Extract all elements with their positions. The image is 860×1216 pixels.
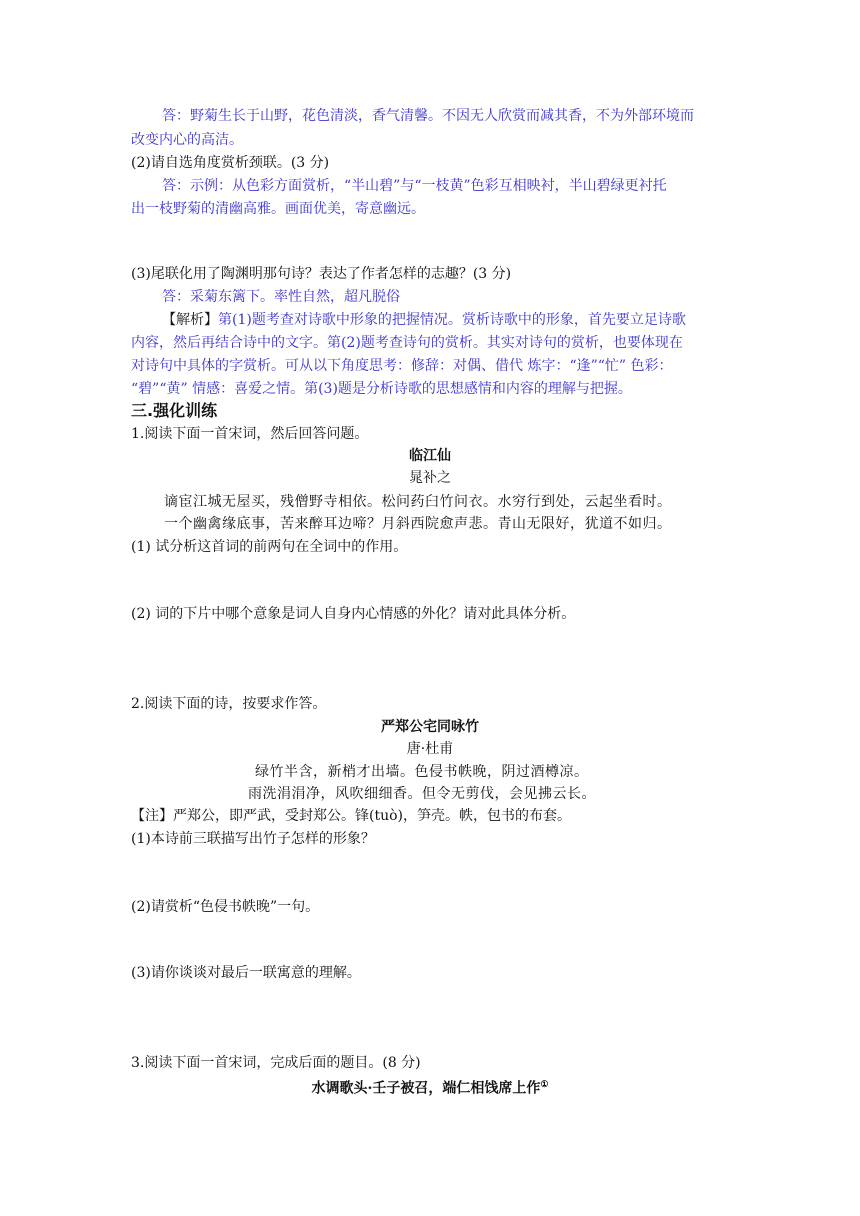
exercise-3-prompt: 3.阅读下面一首宋词，完成后面的题目。(8 分) (131, 1055, 421, 1071)
answer-2-line-1: 答：示例：从色彩方面赏析，“半山碧”与“一枝黄”色彩互相映衬，半山碧绿更衬托 (162, 178, 667, 194)
analysis-line-4: “碧”“黄” 情感：喜爱之情。第(3)题是分析诗歌的思想感情和内容的理解与把握。 (131, 381, 632, 397)
exercise-3-poem-title-line (0, 1075, 860, 1099)
exercise-3-poem-title: 水调歌头·壬子被召，端仁相饯席上作 (311, 1080, 541, 1097)
exercise-2-question-2: (2)请赏析“色侵书帙晚”一句。 (131, 899, 320, 915)
exercise-2-poem-title: 严郑公宅同咏竹 (381, 719, 479, 735)
answer-1-line-2: 改变内心的高洁。 (131, 132, 243, 148)
question-2: (2)请自选角度赏析颈联。(3 分) (131, 155, 330, 171)
exercise-1-question-2: (2) 词的下片中哪个意象是词人自身内心情感的外化？请对此具体分析。 (131, 606, 576, 622)
footnote-marker: ① (540, 1080, 549, 1090)
exercise-2-note: 【注】严郑公，即严武，受封郑公。锋(tuò)，笋壳。帙，包书的布套。 (131, 808, 571, 824)
question-3: (3)尾联化用了陶渊明那句诗？表达了作者怎样的志趣？(3 分) (131, 266, 512, 282)
exercise-2-poem-line-2: 雨洗涓涓净，风吹细细香。但令无剪伐，会见拂云长。 (248, 786, 596, 802)
section-heading: 三.强化训练 (131, 401, 218, 420)
exercise-2-poem-line-1: 绿竹半含，新梢才出墙。色侵书帙晚，阴过酒樽凉。 (255, 764, 589, 780)
answer-1-line-1: 答：野菊生长于山野，花色清淡，香气清馨。不因无人欣赏而减其香，不为外部环境而 (162, 108, 694, 124)
analysis-line-3: 对诗句中具体的字赏析。可从以下角度思考：修辞：对偶、借代 炼字：“逢”“忙” 色彩： (131, 358, 673, 374)
exercise-1-poem-title: 临江仙 (409, 448, 451, 464)
answer-3: 答：采菊东篱下。率性自然，超凡脱俗 (162, 289, 400, 305)
exercise-1-question-1: (1) 试分析这首词的前两句在全词中的作用。 (131, 539, 408, 555)
analysis-line-2: 内容，然后再结合诗中的文字。第(2)题考查诗句的赏析。其实对诗句的赏析，也要体现在 (131, 335, 683, 351)
exercise-1-prompt: 1.阅读下面一首宋词，然后回答问题。 (131, 426, 369, 442)
analysis-text-1: 第(1)题考查对诗歌中形象的把握情况。赏析诗歌中的形象，首先要立足诗歌 (218, 312, 686, 328)
exercise-2-question-1: (1)本诗前三联描写出竹子怎样的形象？ (131, 831, 375, 847)
analysis-tag: 【解析】 (162, 312, 218, 328)
answer-2-line-2: 出一枝野菊的清幽高雅。画面优美，寄意幽远。 (131, 201, 425, 217)
exercise-2-author: 唐·杜甫 (406, 741, 454, 757)
analysis-line-1 (162, 310, 686, 330)
exercise-1-poem-line-2: 一个幽禽缘底事，苦来醉耳边啼？月斜西院愈声悲。青山无限好，犹道不如归。 (164, 516, 672, 532)
exercise-1-author: 晁补之 (409, 470, 451, 486)
exercise-2-question-3: (3)请你谈谈对最后一联寓意的理解。 (131, 965, 361, 981)
exercise-2-prompt: 2.阅读下面的诗，按要求作答。 (131, 696, 327, 712)
exercise-1-poem-line-1: 谪宦江城无屋买，残僧野寺相依。松问药臼竹问衣。水穷行到处，云起坐看时。 (164, 494, 672, 510)
